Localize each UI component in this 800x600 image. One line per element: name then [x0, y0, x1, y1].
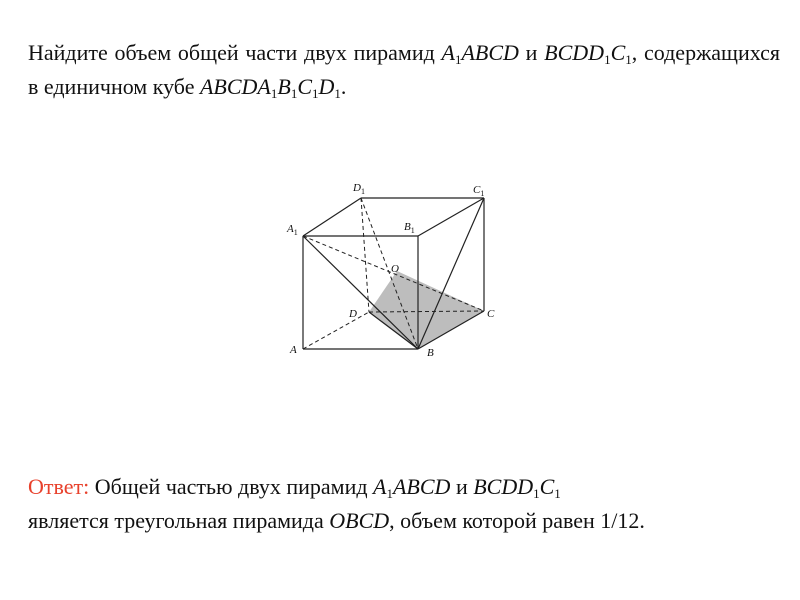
answer-label: Ответ:	[28, 474, 90, 499]
label-d: D	[349, 308, 357, 320]
pyramid-obcd-name: OBCD	[329, 508, 390, 533]
pyramid-2-name: $BCDD_1C_1$	[473, 474, 561, 501]
label-a1: $A_1$	[287, 223, 298, 237]
pyramid-1-name: $A_1ABCD$	[373, 474, 451, 501]
label-o: O	[391, 263, 399, 275]
label-d1: $D_1$	[353, 182, 365, 196]
shaded-face	[369, 271, 484, 349]
pyramid-1-name: $A_1ABCD$	[441, 40, 519, 67]
cube-figure	[270, 170, 510, 370]
label-b: B	[427, 347, 434, 359]
pyramid-2-name: $BCDD_1C_1$	[544, 40, 632, 67]
problem-text-part: Найдите объем общей части двух пирамид	[28, 40, 442, 65]
label-a: A	[290, 344, 297, 356]
label-c1: $C_1$	[473, 184, 485, 198]
problem-text: Найдите объем общей части двух пирамид $A_1ABCD$ и $BCDD_1C_1$, содержащихся в единичном кубе $ABCDA_1B_1C_1D_1$.	[28, 40, 780, 101]
problem-text-part: содержащихся в единичном кубе	[28, 40, 780, 99]
cube-name: $ABCDA_1B_1C_1D_1$	[199, 74, 341, 101]
label-b1: $B_1$	[404, 221, 415, 235]
label-c: C	[487, 308, 495, 320]
answer-text: Ответ: Общей частью двух пирамид $A_1ABCD$ и $BCDD_1C_1$ является треугольная пирамида OBCD, объем которой равен 1/12.	[28, 474, 645, 533]
